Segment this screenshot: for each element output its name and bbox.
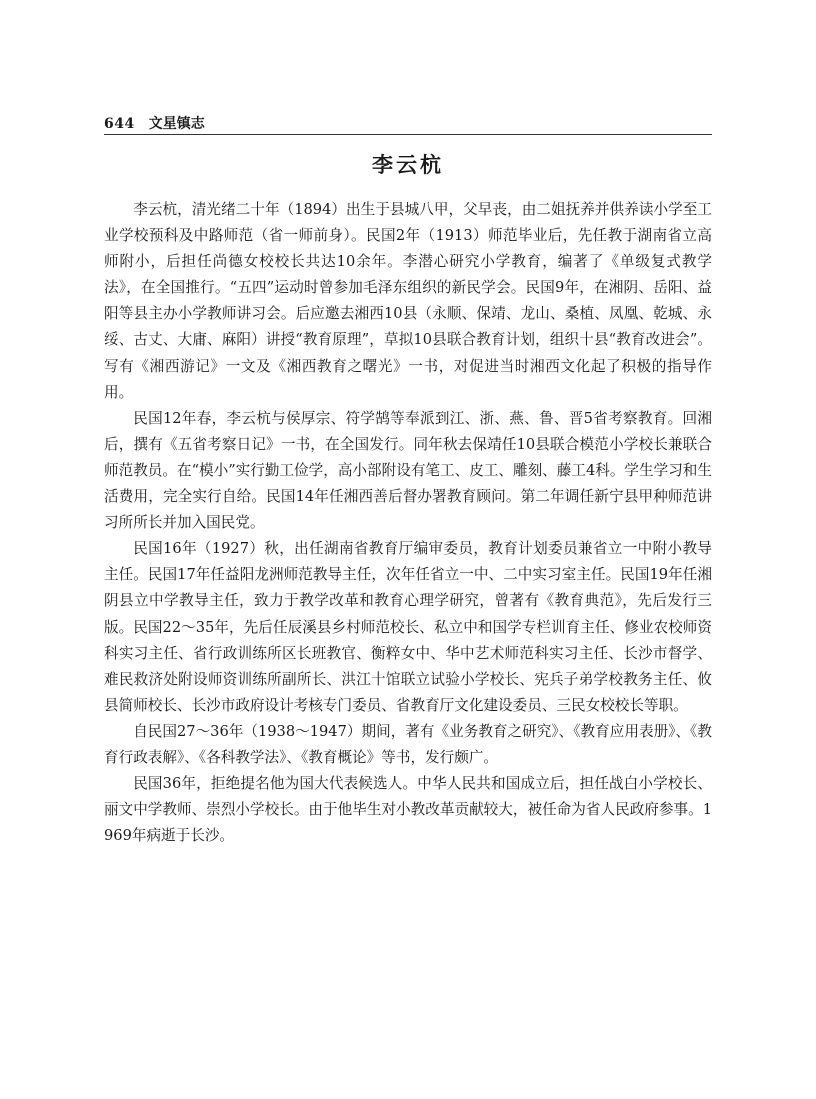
article-body [104,197,712,849]
paragraph-2: 民国12年春，李云杭与侯厚宗、符学鹄等奉派到江、浙、燕、鲁、晋5省考察教育。回湘后，撰有《五省考察日记》一书，在全国发行。同年秋去保靖任10县联合模范小学校长兼联合师范教员。在“模小”实行勤工俭学，高小部附设有笔工、皮工、雕刻、藤工4科。学生学习和生活费用，完全实行自给。民国14年任湘西善后督办署教育顾问。第二年调任新宁县甲种师范讲习所所长并加入国民党。 [104,409,712,532]
page-number: 644 [104,116,135,132]
paragraph-1: 李云杭，清光绪二十年（1894）出生于县城八甲，父早丧，由二姐抚养并供养读小学至工业学校预科及中路师范（省一师前身）。民国2年（1913）师范毕业后，先任教于湖南省立高师附小，后担任尚德女校校长共达10余年。李潜心研究小学教育，编著了《单级复式教学法》，在全国推行。“五四”运动时曾参加毛泽东组织的新民学会。民国9年，在湘阴、岳阳、益阳等县主办小学教师讲习会。后应邀去湘西10县（永顺、保靖、龙山、桑植、凤凰、乾城、永绥、古丈、大庸、麻阳）讲授“教育原理”，草拟10县联合教育计划，组织十县“教育改进会”。写有《湘西游记》一文及《湘西教育之曙光》一书，对促进当时湘西文化起了积极的指导作用。 [104,201,712,401]
header-rule [104,134,712,135]
running-header [104,114,712,134]
book-title: 文星镇志 [148,116,205,132]
article-title: 李云杭 [372,153,444,177]
paragraph-4: 自民国27～36年（1938～1947）期间，著有《业务教育之研究》、《教育应用表册》、《教育行政表解》、《各科教学法》、《教育概论》等书，发行颇广。 [104,722,712,766]
paragraph-5: 民国36年，拒绝提名他为国大代表候选人。中华人民共和国成立后，担任战白小学校长、丽文中学教师、崇烈小学校长。由于他毕生对小教改革贡献较大，被任命为省人民政府参事。1969年病逝于长沙。 [104,775,712,845]
paragraph-3: 民国16年（1927）秋，出任湖南省教育厅编审委员，教育计划委员兼省立一中附小教导主任。民国17年任益阳龙洲师范教导主任，次年任省立一中、二中实习室主任。民国19年任湘阴县立中学教导主任，致力于教学改革和教育心理学研究，曾著有《教育典范》，先后发行三版。民国22～35年，先后任辰溪县乡村师范校长、私立中和国学专栏训育主任、修业农校师资科实习主任、省行政训练所区长班教官、衡粹女中、华中艺术师范科实习主任、长沙市督学、难民救济处附设师资训练所副所长、洪江十馆联立试验小学校长、宪兵子弟学校教务主任、攸县简师校长、长沙市政府设计考核专门委员、省教育厅文化建设委员、三民女校校长等职。 [104,540,712,714]
